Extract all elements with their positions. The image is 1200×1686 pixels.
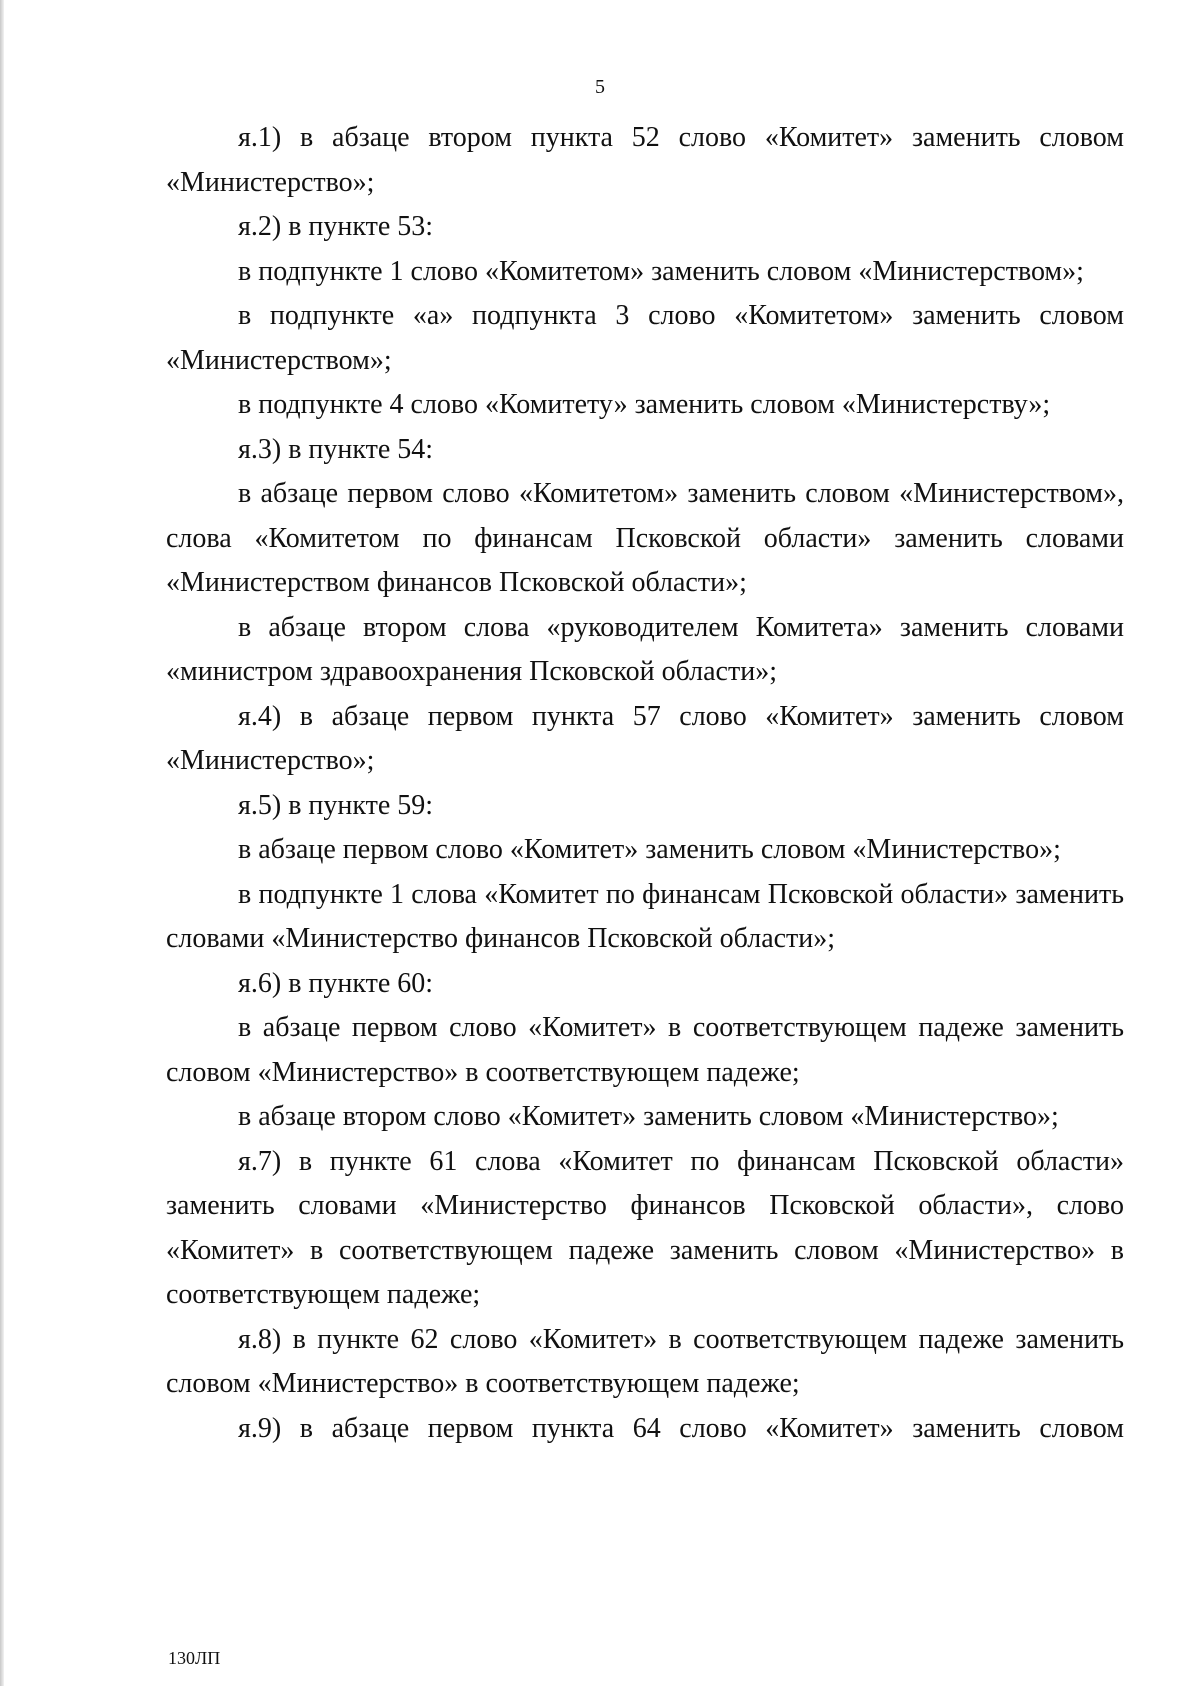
paragraph: я.6) в пункте 60: xyxy=(238,967,434,999)
paragraph: в абзаце втором слова «руководителем Комитета» заменить словами «министром здравоохранения Псковской области»; xyxy=(166,611,1124,687)
document-code: 130ЛП xyxy=(168,1648,221,1668)
paragraph: я.2) в пункте 53: xyxy=(238,211,434,242)
paragraph: я.9) в абзаце первом пункта 64 слово «Комитет» заменить словом xyxy=(238,1412,1124,1444)
paragraph: в абзаце втором слово «Комитет» заменить словом «Министерство»; xyxy=(238,1101,1059,1132)
paragraph: в абзаце первом слово «Комитет» заменить словом «Министерство»; xyxy=(238,834,1061,865)
paragraph: я.3) в пункте 54: xyxy=(238,433,434,465)
paragraph: в абзаце первом слово «Комитетом» заменить словом «Министерством», слова «Комитетом по финансам Псковской области» заменить словами «Министерством финансов Псковской области»; xyxy=(166,478,1124,598)
paragraph: я.1) в абзаце втором пункта 52 слово «Комитет» заменить словом «Министерство»; xyxy=(166,122,1124,198)
paragraph: в подпункте 4 слово «Комитету» заменить словом «Министерству»; xyxy=(238,389,1051,420)
paragraph: я.8) в пункте 62 слово «Комитет» в соответствующем падеже заменить словом «Министерство» в соответствующем падеже; xyxy=(166,1323,1124,1399)
page-number: 5 xyxy=(595,76,605,98)
scan-edge xyxy=(0,0,4,1686)
document-body xyxy=(166,116,1124,1451)
paragraph: я.4) в абзаце первом пункта 57 слово «Комитет» заменить словом «Министерство»; xyxy=(166,700,1124,776)
paragraph: я.7) в пункте 61 слова «Комитет по финансам Псковской области» заменить словами «Министерство финансов Псковской области», слово «Комитет» в соответствующем падеже заменить словом «Министерство» в соответствующем падеже; xyxy=(166,1145,1124,1310)
paragraph: в подпункте 1 слова «Комитет по финансам Псковской области» заменить словами «Министерство финансов Псковской области»; xyxy=(166,878,1124,954)
paragraph: в абзаце первом слово «Комитет» в соответствующем падеже заменить словом «Министерство» в соответствующем падеже; xyxy=(166,1012,1124,1088)
paragraph: я.5) в пункте 59: xyxy=(238,789,434,821)
paragraph: в подпункте «а» подпункта 3 слово «Комитетом» заменить словом «Министерством»; xyxy=(166,300,1124,376)
paragraph: в подпункте 1 слово «Комитетом» заменить словом «Министерством»; xyxy=(238,255,1084,287)
